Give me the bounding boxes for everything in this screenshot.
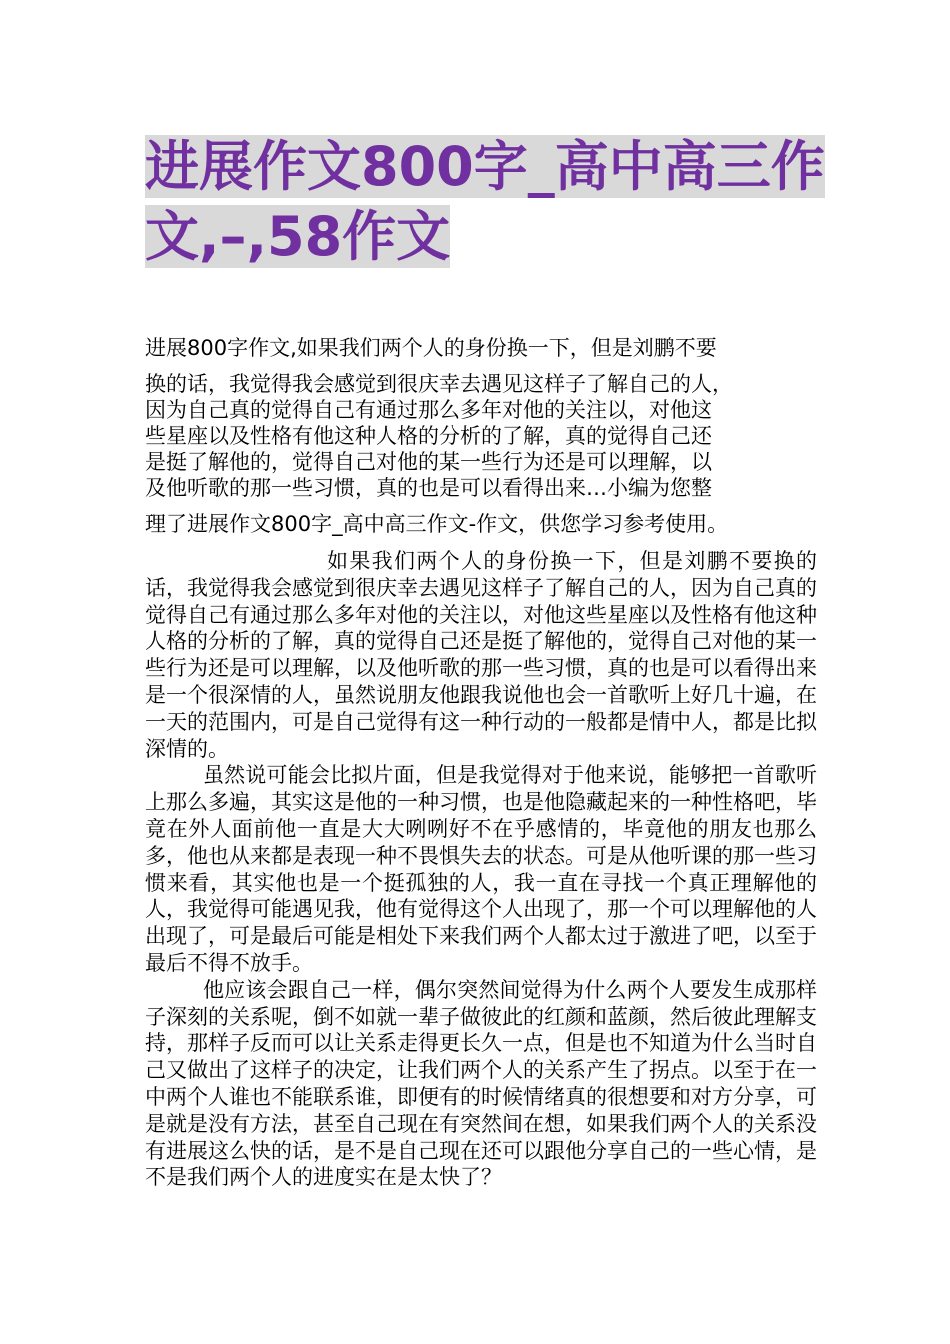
summary-line: 因为自己真的觉得自己有通过那么多年对他的关注以，对他这 — [145, 398, 712, 422]
summary-line: 是挺了解他的，觉得自己对他的某一些行为还是可以理解，以 — [145, 450, 712, 474]
body-paragraph: 他应该会跟自己一样，偶尔突然间觉得为什么两个人要发生成那样子深刻的关系呢，倒不如就一辈子做彼此的红颜和蓝颜，然后彼此理解支持，那样子反而可以让关系走得更长久一点，但是也不知道为什么当时自己又做出了这样子的决定，让我们两个人的关系产生了拐点。以至于在一中两个人谁也不能联系谁，即便有的时候情绪真的很想要和对方分享，可是就是没有方法，甚至自己现在有突然间在想，如果我们两个人的关系没有进展这么快的话，是不是自己现在还可以跟他分享自己的一些心情，是不是我们两个人的进度实在是太快了？ — [145, 977, 817, 1190]
body-paragraph: 如果我们两个人的身份换一下，但是刘鹏不要换的话，我觉得我会感觉到很庆幸去遇见这样子了解自己的人，因为自己真的觉得自己有通过那么多年对他的关注以，对他这些星座以及性格有他这种人格的分析的了解，真的觉得自己还是挺了解他的，觉得自己对他的某一些行为还是可以理解，以及他听歌的那一些习惯，真的也是可以看得出来是一个很深情的人，虽然说朋友他跟我说他也会一首歌听上好几十遍，在一天的范围内，可是自己觉得有这一种行动的一般都是情中人，都是比拟深情的。 — [145, 549, 817, 761]
document-title — [145, 132, 825, 272]
document-content — [145, 548, 817, 1191]
document-title-text: 进展作文800字_高中高三作文,–,58作文 — [145, 135, 825, 268]
document-summary — [145, 335, 817, 537]
summary-line: 进展800字作文,如果我们两个人的身份换一下，但是刘鹏不要 — [145, 336, 717, 360]
summary-line: 些星座以及性格有他这种人格的分析的了解，真的觉得自己还 — [145, 424, 712, 448]
summary-line: 及他听歌的那一些习惯，真的也是可以看得出来…小编为您整 — [145, 476, 712, 500]
summary-line: 理了进展作文800字_高中高三作文-作文，供您学习参考使用。 — [145, 512, 729, 536]
body-paragraph: 虽然说可能会比拟片面，但是我觉得对于他来说，能够把一首歌听上那么多遍，其实这是他的一种习惯，也是他隐藏起来的一种性格吧，毕竟在外人面前他一直是大大咧咧好不在乎感情的，毕竟他的朋友也那么多，他也从来都是表现一种不畏惧失去的状态。可是从他听课的那一些习惯来看，其实他也是一个挺孤独的人，我一直在寻找一个真正理解他的人，我觉得可能遇见我，他有觉得这个人出现了，那一个可以理解他的人出现了，可是最后可能是相处下来我们两个人都太过于激进了吧，以至于最后不得不放手。 — [145, 763, 817, 975]
summary-line: 换的话，我觉得我会感觉到很庆幸去遇见这样子了解自己的人， — [145, 372, 733, 396]
